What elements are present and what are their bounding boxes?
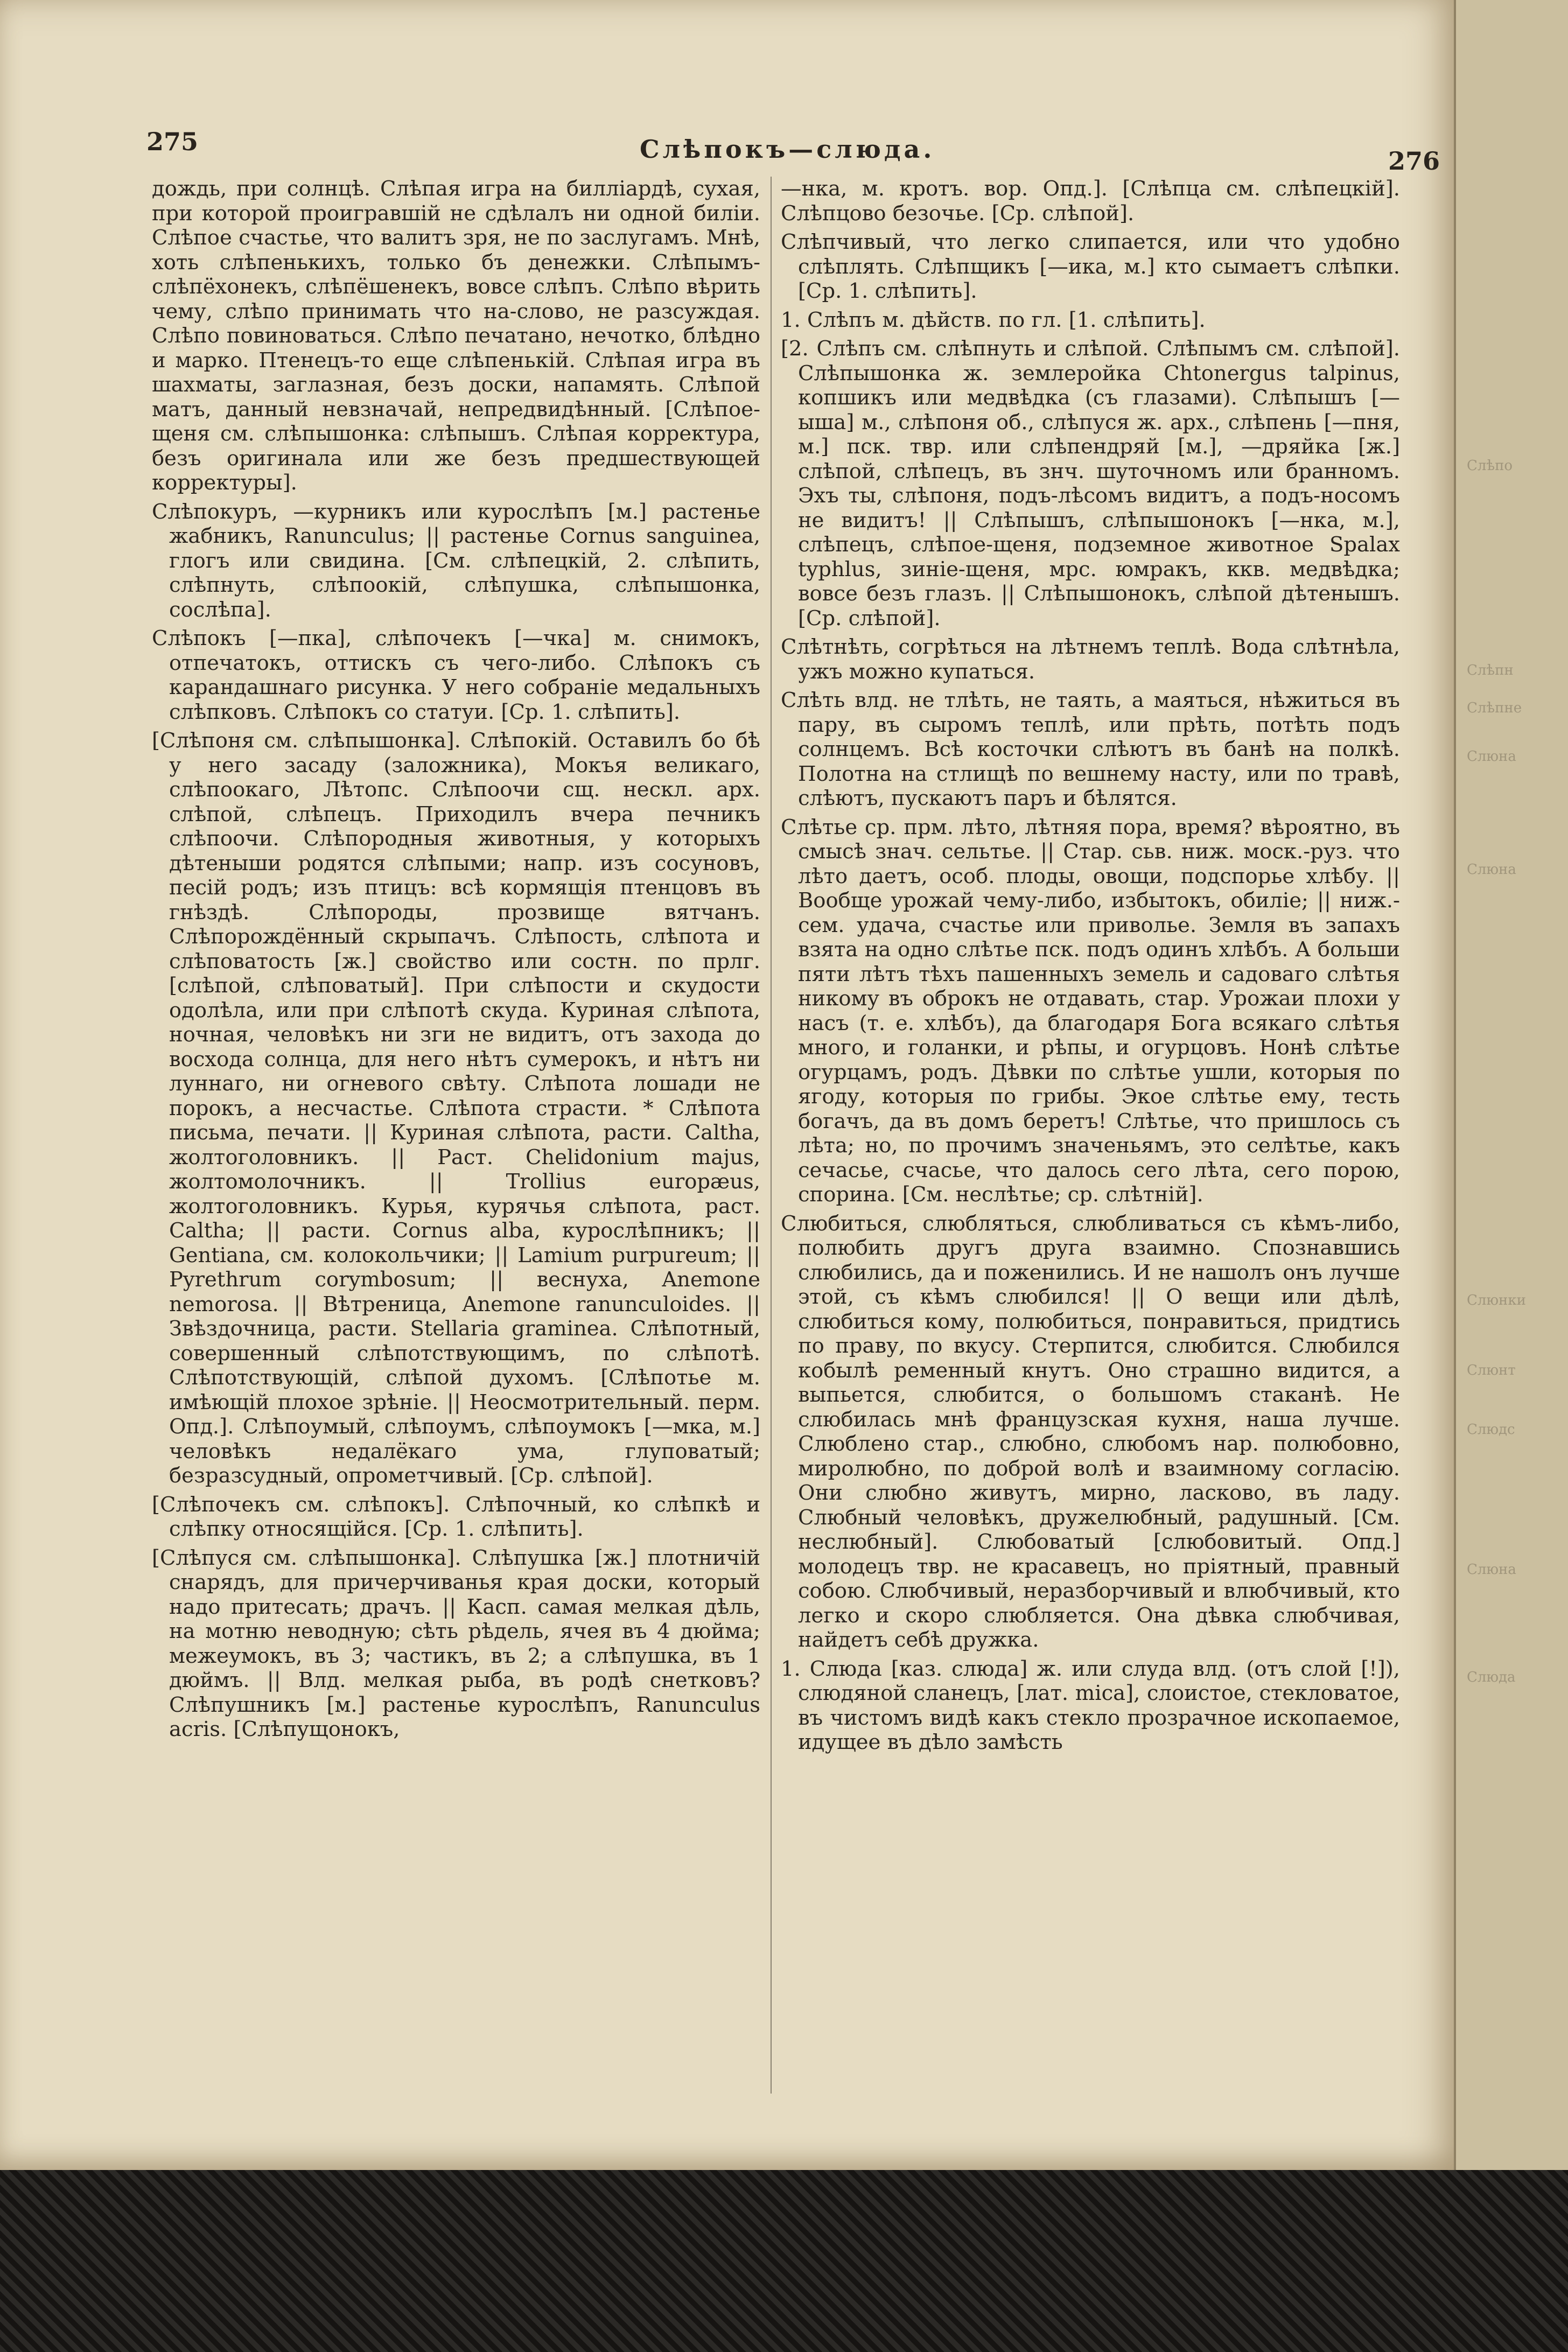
margin-fragment: Слюда (1467, 1669, 1516, 1685)
entry-slepusya: [Слѣпуся см. слѣпышонка]. Слѣпушка [ж.] плотничій снарядъ, для причерчиванья края доски, который надо притесать; драчъ. || Касп. самая мелкая дѣль, на мотню неводную; сѣть рѣдель, ячея въ 4 дюйма; межеумокъ, въ 3; частикъ, въ 2; а слѣпушка, въ 1 дюймъ. || Влд. мелкая рыба, въ родѣ снетковъ? Слѣпушникъ [м.] растенье курослѣпъ, Ranunculus acris. [Слѣпущонокъ, (152, 1545, 760, 1741)
left-column (152, 177, 760, 2153)
entry-continuation: —нка, м. кротъ. вор. Опд.]. [Слѣпца см. слѣпецкій]. Слѣпцово безочье. [Ср. слѣпой]. (781, 177, 1400, 226)
entry-slyubitsya: Слюбиться, слюбляться, слюбливаться съ кѣмъ-либо, полюбить другъ друга взаимно. Спознавшись слюбились, да и поженились. И не нашолъ онъ лучше этой, съ кѣмъ слюбился! || О вещи или дѣлѣ, слюбиться кому, полюбиться, понравиться, придтись по праву, по вкусу. Стерпится, слюбится. Слюбился кобылѣ ременный кнутъ. Оно страшно видится, а выпьется, слюбится, о большомъ стаканѣ. Не слюбилась мнѣ французская кухня, наша лучше. Слюблено стар., слюбно, слюбомъ нар. полюбовно, миролюбно, по доброй волѣ и взаимному согласію. Они слюбно живутъ, мирно, ласково, въ ладу. Слюбный человѣкъ, дружелюбный, радушный. [См. неслюбный]. Слюбоватый [слюбовитый. Опд.] молодецъ твр. не красавецъ, но пріятный, правный собою. Слюбчивый, неразборчивый и влюбчивый, кто легко и скоро слюбляется. Она дѣвка слюбчивая, найдетъ себѣ дружка. (781, 1211, 1400, 1652)
column-divider (771, 177, 772, 2094)
right-page-number: 276 (1388, 146, 1440, 176)
entry-slep-2: [2. Слѣпъ см. слѣпнуть и слѣпой. Слѣпымъ см. слѣпой]. Слѣпышонка ж. землеройка Chtonergus talpinus, копшикъ или медвѣдка (съ глазами). Слѣпышъ [—ыша] м., слѣпоня об., слѣпуся ж. арх., слѣпень [—пня, м.] пск. твр. или слѣпендряй [м.], —дряйка [ж.] слѣпой, слѣпецъ, въ знч. шуточномъ или бранномъ. Эхъ ты, слѣпоня, подъ-лѣсомъ видитъ, а подъ-носомъ не видитъ! || Слѣпышъ, слѣпышонокъ [—нка, м.], слѣпецъ, слѣпое-щеня, подземное животное Spalax typhlus, зиніе-щеня, мрс. юмракъ, ккв. медвѣдка; вовсе безъ глазъ. || Слѣпышонокъ, слѣпой дѣтенышъ. [Ср. слѣпой]. (781, 337, 1400, 631)
entry-sleponya: [Слѣпоня см. слѣпышонка]. Слѣпокій. Оставилъ бо бѣ у него засаду (заложника), Мокъя великаго, слѣпоокаго, Лѣтопс. Слѣпоочи сщ. нескл. арх. слѣпой, слѣпецъ. Приходилъ вчера печникъ слѣпоочи. Слѣпородныя животныя, у которыхъ дѣтеныши родятся слѣпыми; напр. изъ сосуновъ, песій родъ; изъ птицъ: всѣ кормящія птенцовъ въ гнѣздѣ. Слѣпороды, прозвище вятчанъ. Слѣпорождённый скрыпачъ. Слѣпость, слѣпота и слѣповатость [ж.] свойство или состн. по прлг. [слѣпой, слѣповатый]. При слѣпости и скудости одолѣла, или при слѣпотѣ скуда. Куриная слѣпота, ночная, человѣкъ ни зги не видитъ, отъ захода до восхода солнца, для него нѣтъ сумерокъ, и нѣтъ ни луннаго, ни огневого свѣту. Слѣпота лошади не порокъ, а несчастье. Слѣпота страсти. * Слѣпота письма, печати. || Куриная слѣпота, расти. Caltha, жолтоголовникъ. || Раст. Chelidonium majus, жолтомолочникъ. || Trollius europæus, жолтоголовникъ. Курья, курячья слѣпота, раст. Caltha; || расти. Cornus alba, курослѣпникъ; || Gentiana, см. колокольчики; || Lamium purpureum; || Pyrethrum corymbosum; || веснуха, Anemone nemorosa. || Вѣтреница, Anemone ranunculoides. || Звѣздочница, расти. Stellaria graminea. Слѣпотный, совершенный слѣпотствующимъ, по слѣпотѣ. Слѣпотствующій, слѣпой духомъ. [Слѣпотье м. имѣющій плохое зрѣніе. || Неосмотрительный. перм. Опд.]. Слѣпоумый, слѣпоумъ, слѣпоумокъ [—мка, м.] человѣкъ недалёкаго ума, глуповатый; безразсудный, опрометчивый. [Ср. слѣпой]. (152, 729, 760, 1488)
background-fabric (0, 2170, 1568, 2352)
entry-slepochek: [Слѣпочекъ см. слѣпокъ]. Слѣпочный, ко слѣпкѣ и слѣпку относящійся. [Ср. 1. слѣпить]. (152, 1492, 760, 1541)
adjacent-page-edge (1454, 0, 1568, 2170)
entry-slete: Слѣтье ср. прм. лѣто, лѣтняя пора, время? вѣроятно, въ смысѣ знач. сельтье. || Стар. сьв. ниж. моск.-руз. что лѣто даетъ, особ. плоды, овощи, подспорье хлѣбу. || Вообще урожай чему-либо, избытокъ, обиліе; || ниж.-сем. удача, счастье или приволье. Земля въ запахъ взята на одно слѣтье пск. подъ одинъ хлѣбъ. А больши пяти лѣтъ тѣхъ пашенныхъ земель и садоваго слѣтья никому въ оброкъ не отдавать, стар. Урожаи плохи у насъ (т. е. хлѣбъ), да благодаря Бога всякаго слѣтья много, и голанки, и рѣпы, и огурцовъ. Нонѣ слѣтье огурцамъ, родъ. Дѣвки по слѣтье ушли, которыя по ягоду, которыя по грибы. Экое слѣтье ему, тесть богачъ, да въ домъ беретъ! Слѣтье, что пришлось съ лѣта; но, по прочимъ значеньямъ, это селѣтье, какъ сечасье, счасье, что далось сего лѣта, сего порою, спорина. [См. неслѣтье; ср. слѣтній]. (781, 815, 1400, 1207)
entry-slyuda: 1. Слюда [каз. слюда] ж. или слуда влд. (отъ слой [!]), слюдяной сланецъ, [лат. mica], слоистое, стекловатое, въ чистомъ видѣ какъ стекло прозрачное ископаемое, идущее въ дѣло замѣсть (781, 1656, 1400, 1754)
running-header: Слѣпокъ—слюда. (640, 135, 935, 164)
margin-fragment: Слюдс (1467, 1422, 1515, 1438)
margin-fragment: Слюна (1467, 1562, 1516, 1578)
entry-slepchivy: Слѣпчивый, что легко слипается, или что удобно слѣплять. Слѣпщикъ [—ика, м.] кто сымаетъ слѣпки. [Ср. 1. слѣпить]. (781, 230, 1400, 303)
entry-continuation: дождь, при солнцѣ. Слѣпая игра на билліардѣ, сухая, при которой проигравшій не сдѣлалъ ни одной биліи. Слѣпое счастье, что валитъ зря, не по заслугамъ. Мнѣ, хоть слѣпенькихъ, только бъ денежки. Слѣпымъ-слѣпёхонекъ, слѣпёшенекъ, вовсе слѣпъ. Слѣпо вѣрить чему, слѣпо принимать что на-слово, не разсуждая. Слѣпо повиноваться. Слѣпо печатано, нечотко, блѣдно и марко. Птенецъ-то еще слѣпенькій. Слѣпая игра въ шахматы, заглазная, безъ доски, напамять. Слѣпой матъ, данный невзначай, непредвидѣнный. [Слѣпое-щеня см. слѣпышонка: слѣпышъ. Слѣпая корректура, безъ оригинала или же безъ предшествующей корректуры]. (152, 177, 760, 495)
right-column (781, 177, 1400, 2153)
entry-sletnet: Слѣтнѣть, согрѣться на лѣтнемъ теплѣ. Вода слѣтнѣла, ужъ можно купаться. (781, 635, 1400, 684)
margin-fragment: Слюна (1467, 748, 1516, 765)
margin-fragment: Слѣпне (1467, 700, 1522, 716)
left-page-number: 275 (146, 127, 199, 156)
margin-fragment: Слюна (1467, 862, 1516, 878)
margin-fragment: Слѣпн (1467, 662, 1514, 678)
entry-slep-1: 1. Слѣпъ м. дѣйств. по гл. [1. слѣпить]. (781, 307, 1206, 332)
entry-slepok: Слѣпокъ [—пка], слѣпочекъ [—чка] м. снимокъ, отпечатокъ, оттискъ съ чего-либо. Слѣпокъ съ карандашнаго рисунка. У него собраніе медальныхъ слѣпковъ. Слѣпокъ со статуи. [Ср. 1. слѣпить]. (152, 626, 760, 724)
margin-fragment: Слюнт (1467, 1362, 1516, 1378)
entry-slepokur: Слѣпокуръ, —курникъ или курослѣпъ [м.] растенье жабникъ, Ranunculus; || растенье Cornus sanguinea, глогъ или свидина. [См. слѣпецкій, 2. слѣпить, слѣпнуть, слѣпоокій, слѣпушка, слѣпышонка, сослѣпа]. (152, 499, 760, 622)
margin-fragment: Слюнки (1467, 1292, 1526, 1308)
entry-slet: Слѣть влд. не тлѣть, не таять, а маяться, нѣжиться въ пару, въ сыромъ теплѣ, или прѣть, потѣть подъ солнцемъ. Всѣ косточки слѣютъ въ банѣ на полкѣ. Полотна на стлищѣ по вешнему насту, или по травѣ, слѣютъ, пускаютъ паръ и бѣлятся. (781, 688, 1400, 810)
margin-fragment: Слѣпо (1467, 458, 1513, 474)
